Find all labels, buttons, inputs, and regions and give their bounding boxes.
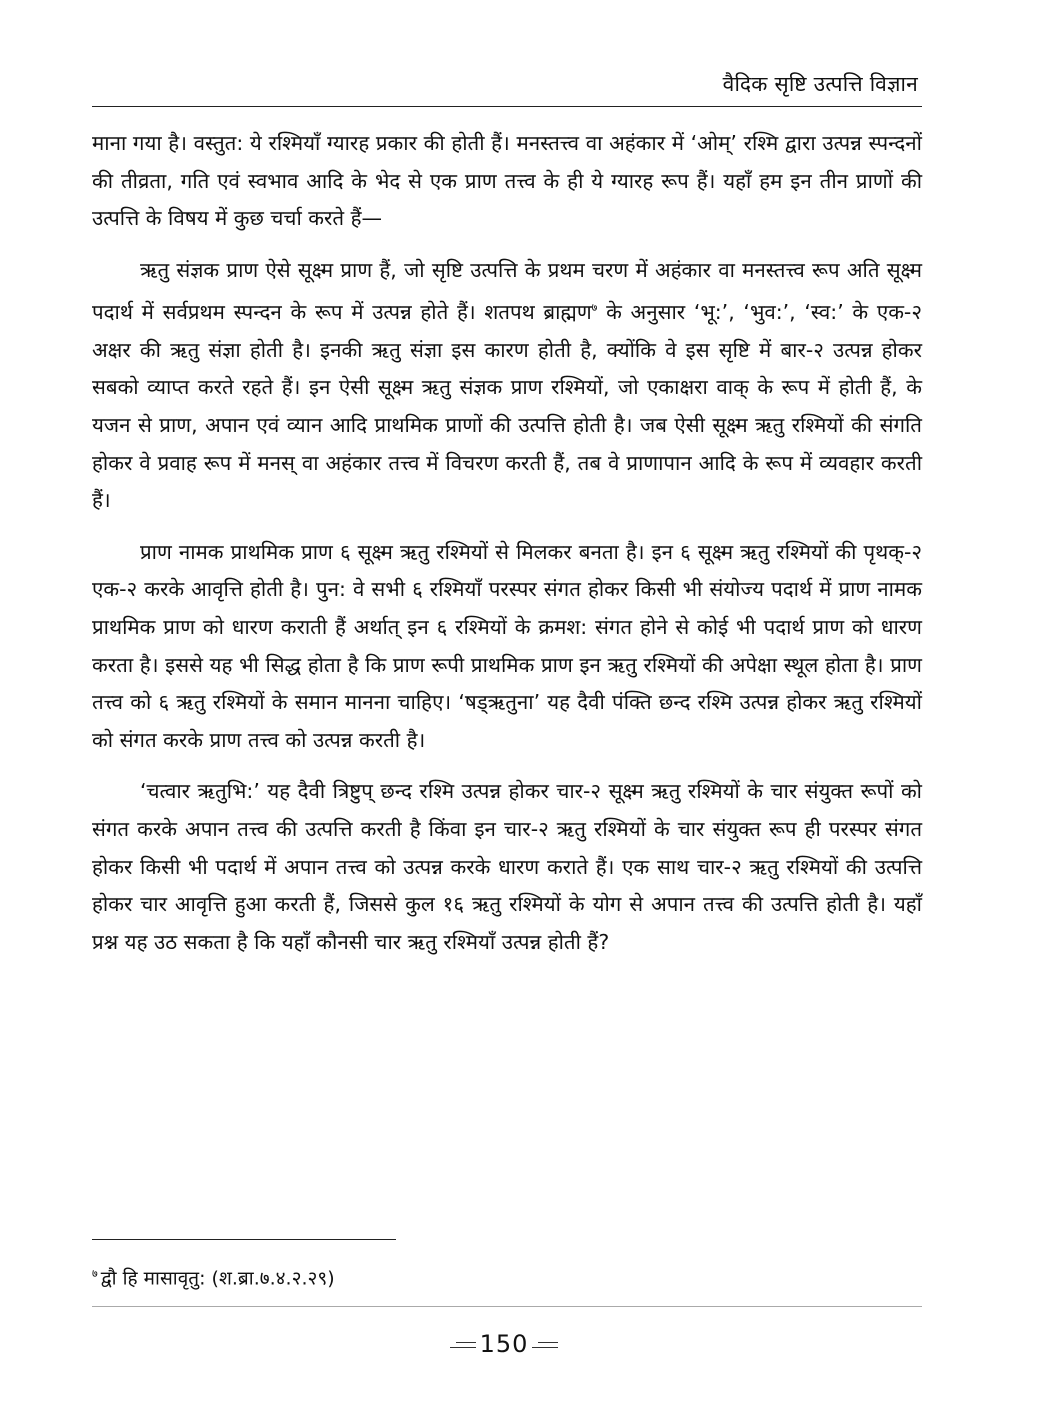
running-title: वैदिक सृष्टि उत्पत्ति विज्ञान	[722, 72, 918, 96]
left-ornament	[450, 1338, 476, 1352]
footnote	[92, 1262, 335, 1290]
body-text	[92, 125, 922, 975]
footnote-rule	[92, 1239, 396, 1240]
header-rule	[92, 106, 922, 107]
paragraph-2	[92, 252, 922, 520]
page-number: 150	[479, 1330, 529, 1358]
paragraph-3: प्राण नामक प्राथमिक प्राण ६ सूक्ष्म ऋतु रश्मियों से मिलकर बनता है। इन ६ सूक्ष्म ऋतु रश्मियों की पृथक्-२ एक-२ करके आवृत्ति होती है। पुन: वे सभी ६ रश्मियाँ परस्पर संगत होकर किसी भी संयोज्य पदार्थ में प्राण नामक प्राथमिक प्राण को धारण कराती हैं अर्थात् इन ६ रश्मियों के क्रमश: संगत होने से कोई भी पदार्थ प्राण को धारण करता है। इससे यह भी सिद्ध होता है कि प्राण रूपी प्राथमिक प्राण इन ऋतु रश्मियों की अपेक्षा स्थूल होता है। प्राण तत्त्व को ६ ऋतु रश्मियों के समान मानना चाहिए। ‘षड्ऋतुना’ यह दैवी पंक्ति छन्द रश्मि उत्पन्न होकर ऋतु रश्मियों को संगत करके प्राण तत्त्व को उत्पन्न करती है।	[92, 539, 922, 752]
footnote-marker: ७	[92, 1267, 98, 1280]
paragraph-1: माना गया है। वस्तुत: ये रश्मियाँ ग्यारह प्रकार की होती हैं। मनस्तत्त्व वा अहंकार में ‘ओम्’ रश्मि द्वारा उत्पन्न स्पन्दनों की तीव्रता, गति एवं स्वभाव आदि के भेद से एक प्राण तत्त्व के ही ये ग्यारह रूप हैं। यहाँ हम इन तीन प्राणों की उत्पत्ति के विषय में कुछ चर्चा करते हैं—	[92, 131, 922, 231]
page-footer	[0, 1330, 1008, 1358]
footnote-text: द्वौ हि मासावृतु: (श.ब्रा.७.४.२.२९)	[100, 1267, 335, 1290]
right-ornament	[532, 1338, 558, 1352]
footer-rule	[92, 1306, 922, 1307]
paragraph-2-continued: के अनुसार ‘भू:’, ‘भुव:’, ‘स्व:’ के एक-२ अक्षर की ऋतु संज्ञा होती है। इनकी ऋतु संज्ञा इस कारण होती है, क्योंकि वे इस सृष्टि में बार-२ उत्पन्न होकर सबको व्याप्त करते रहते हैं। इन ऐसी सूक्ष्म ऋतु संज्ञक प्राण रश्मियों, जो एकाक्षरा वाक् के रूप में होती हैं, के यजन से प्राण, अपान एवं व्यान आदि प्राथमिक प्राणों की उत्पत्ति होती है। जब ऐसी सूक्ष्म ऋतु रश्मियों की संगति होकर वे प्रवाह रूप में मनस् वा अहंकार तत्त्व में विचरण करती हैं, तब वे प्राणापान आदि के रूप में व्यवहार करती हैं।	[92, 300, 922, 513]
paragraph-4: ‘चत्वार ऋतुभि:’ यह दैवी त्रिष्टुप् छन्द रश्मि उत्पन्न होकर चार-२ सूक्ष्म ऋतु रश्मियों के चार संयुक्त रूपों को संगत करके अपान तत्त्व की उत्पत्ति करती है किंवा इन चार-२ ऋतु रश्मियों के चार संयुक्त रूप ही परस्पर संगत होकर किसी भी पदार्थ में अपान तत्त्व को उत्पन्न करके धारण कराते हैं। एक साथ चार-२ ऋतु रश्मियों की उत्पत्ति होकर चार आवृत्ति हुआ करती हैं, जिससे कुल १६ ऋतु रश्मियों के योग से अपान तत्त्व की उत्पत्ति होती है। यहाँ प्रश्न यह उठ सकता है कि यहाँ कौनसी चार ऋतु रश्मियाँ उत्पन्न होती हैं?	[92, 779, 922, 954]
paragraph-2-text: ऋतु संज्ञक प्राण ऐसे सूक्ष्म प्राण हैं, जो सृष्टि उत्पत्ति के प्रथम चरण में अहंकार वा मनस्तत्त्व रूप अति सूक्ष्म पदार्थ में सर्वप्रथम स्पन्दन के रूप में उत्पन्न होते हैं। शतपथ ब्राह्मण	[92, 257, 922, 325]
footnote-reference[interactable]: ७	[591, 301, 598, 315]
